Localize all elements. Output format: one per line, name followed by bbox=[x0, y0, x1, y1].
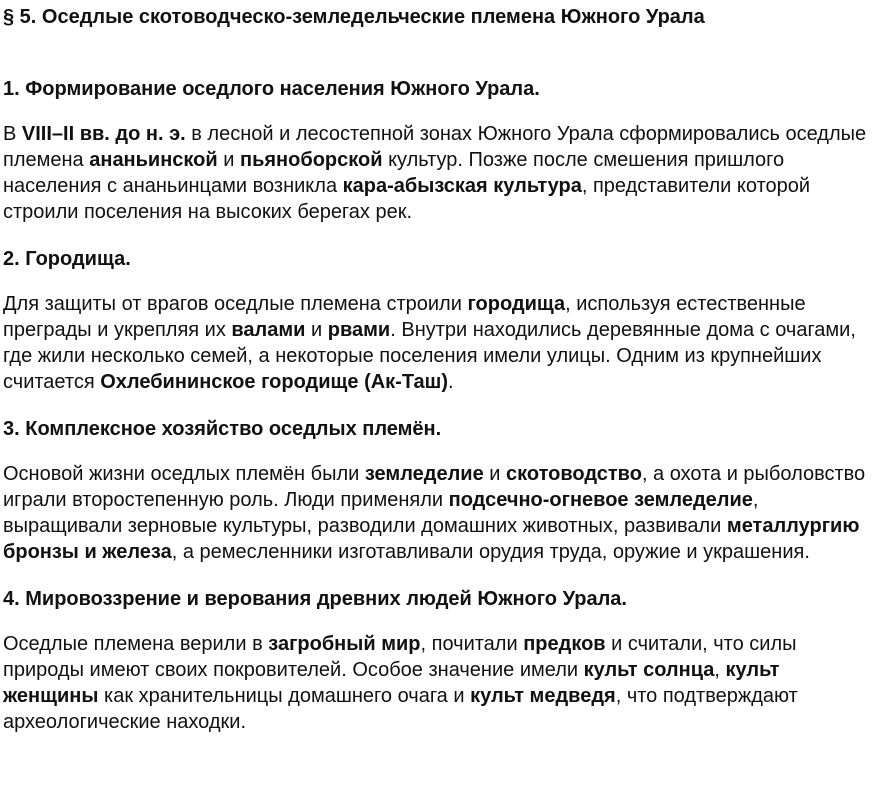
section-paragraph bbox=[3, 631, 874, 735]
section-heading: 4. Мировоззрение и верования древних людей Южного Урала. bbox=[3, 588, 627, 610]
section-paragraph bbox=[3, 291, 874, 395]
page-title: § 5. Оседлые скотоводческо-земледельческие племена Южного Урала bbox=[3, 6, 705, 28]
text-run: и считали, что силы природы имеют своих покровителей. Особое значение имели bbox=[3, 633, 797, 681]
text-run: . bbox=[448, 371, 454, 393]
sections-container bbox=[3, 76, 874, 735]
bold-term: ананьинской bbox=[89, 149, 218, 171]
bold-term: VIII–II вв. до н. э. bbox=[21, 123, 186, 145]
text-run: , выращивали зерновые культуры, разводили домашних животных, развивали bbox=[3, 489, 759, 537]
text-run: , что подтверждают археологические находки. bbox=[3, 685, 798, 733]
text-run: Оседлые племена верили в bbox=[3, 633, 269, 655]
bold-term: земледелие bbox=[364, 463, 484, 485]
text-run: , bbox=[714, 659, 726, 681]
bold-term: культ медведя bbox=[470, 685, 616, 707]
bold-term: валами bbox=[231, 319, 306, 341]
text-run: и bbox=[217, 149, 240, 171]
section-heading: 1. Формирование оседлого населения Южного Урала. bbox=[3, 78, 540, 100]
text-run: как хранительницы домашнего очага и bbox=[98, 685, 471, 707]
bold-term: подсечно-огневое земледелие bbox=[448, 489, 753, 511]
text-run: и bbox=[483, 463, 507, 485]
bold-term: скотоводство bbox=[506, 463, 642, 485]
bold-term: пьяноборской bbox=[240, 149, 383, 171]
text-run: , используя естественные преграды и укрепляя их bbox=[3, 293, 806, 341]
text-run: , почитали bbox=[420, 633, 524, 655]
bold-term: рвами bbox=[327, 319, 391, 341]
bold-term: культ солнца bbox=[583, 659, 715, 681]
text-run: Для защиты от врагов оседлые племена строили bbox=[3, 293, 468, 315]
text-run: Основой жизни оседлых племён были bbox=[3, 463, 365, 485]
text-run: , представители которой строили поселения на высоких берегах рек. bbox=[3, 175, 811, 223]
section-heading: 2. Городища. bbox=[3, 248, 131, 270]
text-run: , а охота и рыболовство играли второстепенную роль. Люди применяли bbox=[3, 463, 866, 511]
section-paragraph bbox=[3, 121, 874, 225]
text-run: В bbox=[3, 123, 22, 145]
bold-term: предков bbox=[523, 633, 606, 655]
text-run: в лесной и лесостепной зонах Южного Урала сформировались оседлые племена bbox=[3, 123, 867, 171]
section-paragraph bbox=[3, 461, 874, 565]
text-run: , а ремесленники изготавливали орудия труда, оружие и украшения. bbox=[171, 541, 810, 563]
bold-term: загробный мир bbox=[268, 633, 421, 655]
text-run: и bbox=[305, 319, 328, 341]
bold-term: кара-абызская культура bbox=[342, 175, 582, 197]
bold-term: металлургию бронзы и железа bbox=[3, 515, 860, 563]
text-run: . Внутри находились деревянные дома с очагами, где жили несколько семей, а некоторые поселения имели улицы. Одним из крупнейших считается bbox=[3, 319, 856, 393]
text-run: культур. Позже после смешения пришлого населения с ананьинцами возникла bbox=[3, 149, 785, 197]
bold-term: культ женщины bbox=[3, 659, 780, 707]
bold-term: Охлебининское городище (Ак-Таш) bbox=[100, 371, 449, 393]
section-heading: 3. Комплексное хозяйство оседлых племён. bbox=[3, 418, 442, 440]
bold-term: городища bbox=[467, 293, 566, 315]
